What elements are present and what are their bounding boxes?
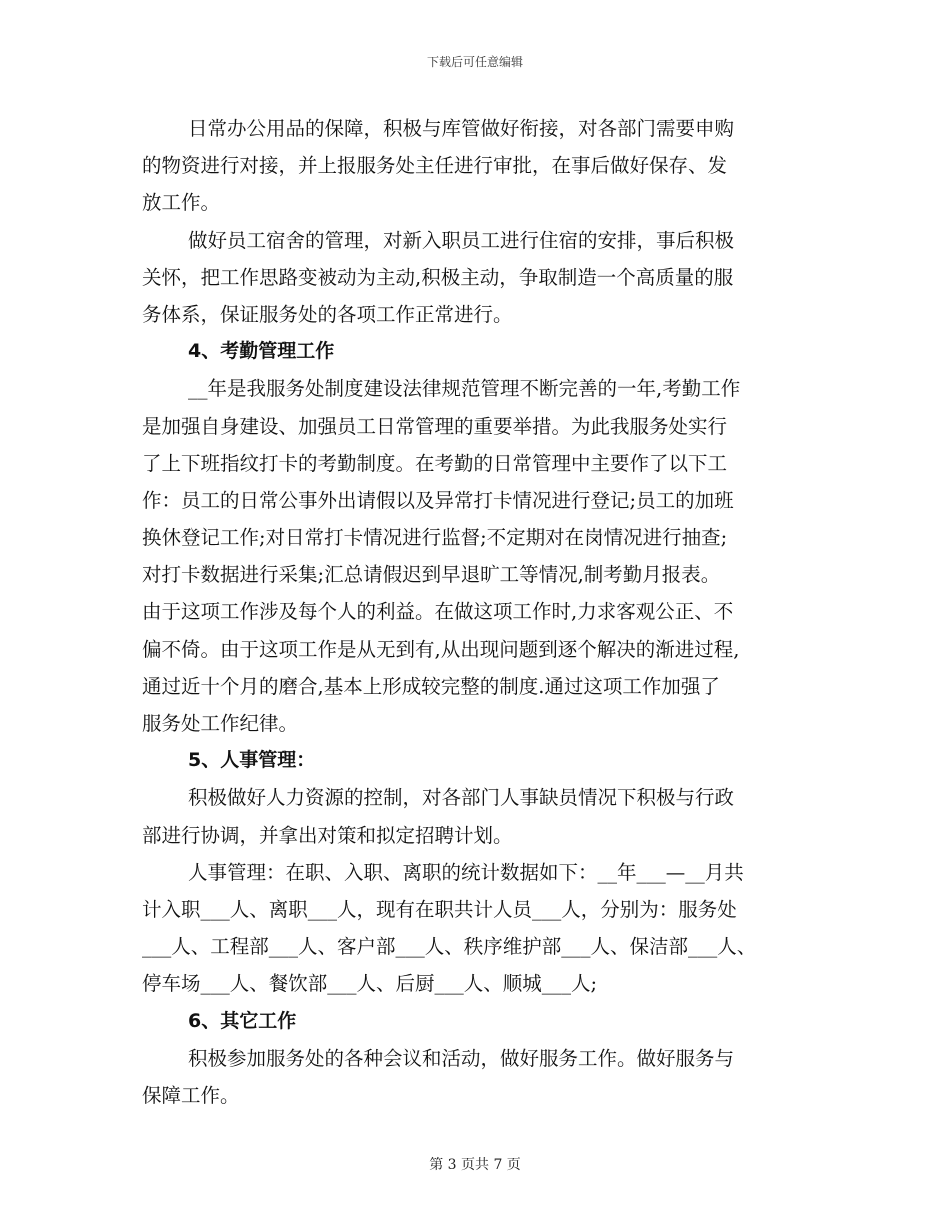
body-line: 积极做好人力资源的控制，对各部门人事缺员情况下积极与行政 [188,786,735,810]
body-line: 做好员工宿舍的管理，对新入职员工进行住宿的安排，事后积极 [188,228,735,252]
body-line: 务体系，保证服务处的各项工作正常进行。 [142,302,513,326]
body-line: 的物资进行对接，并上报服务处主任进行审批，在事后做好保存、发 [142,154,728,178]
body-line: 作：员工的日常公事外出请假以及异常打卡情况进行登记;员工的加班 [142,488,734,512]
body-line: ___人、工程部___人、客户部___人、秩序维护部___人、保洁部___人、 [142,935,757,959]
body-line: 计入职___人、离职___人，现有在职共计人员___人，分别为：服务处 [142,897,737,921]
body-line: 积极参加服务处的各种会议和活动，做好服务工作。做好服务与 [188,1046,735,1070]
body-line: 服务处工作纪律。 [142,712,299,735]
body-line: 偏不倚。由于这项工作是从无到有,从出现问题到逐个解决的渐进过程, [142,637,740,661]
page-header: 下载后可任意编辑 [426,55,523,69]
body-line: 停车场___人、餐饮部___人、后厨___人、顺城___人; [142,972,598,996]
body-line: 人事管理：在职、入职、离职的统计数据如下：__年___—__月共 [188,860,744,884]
body-line: 是加强自身建设、加强员工日常管理的重要举措。为此我服务处实行 [142,414,728,438]
body-line: 了上下班指纹打卡的考勤制度。在考勤的日常管理中主要作了以下工 [142,451,728,475]
section-heading-attendance: 4、考勤管理工作 [188,340,335,363]
section-heading-personnel: 5、人事管理： [188,749,316,772]
body-line: 放工作。 [142,191,221,215]
body-line: 由于这项工作涉及每个人的利益。在做这项工作时,力求客观公正、不 [142,600,734,624]
document-body [142,110,814,1114]
body-line: 保障工作。 [142,1083,240,1107]
body-line: 关怀，把工作思路变被动为主动,积极主动，争取制造一个高质量的服 [142,265,734,289]
page-number: 第 3 页共 7 页 [429,1157,521,1173]
body-line: 通过近十个月的磨合,基本上形成较完整的制度.通过这项工作加强了 [142,674,720,698]
section-heading-other-work: 6、其它工作 [188,1009,297,1032]
body-line: 日常办公用品的保障，积极与库管做好衔接，对各部门需要申购 [188,117,735,140]
body-line: 对打卡数据进行采集;汇总请假迟到早退旷工等情况,制考勤月报表。 [142,563,721,587]
body-line: __年是我服务处制度建设法律规范管理不断完善的一年,考勤工作 [188,377,741,401]
body-line: 部进行协调，并拿出对策和拟定招聘计划。 [142,823,513,847]
body-line: 换休登记工作;对日常打卡情况进行监督;不定期对在岗情况进行抽查; [142,526,728,550]
